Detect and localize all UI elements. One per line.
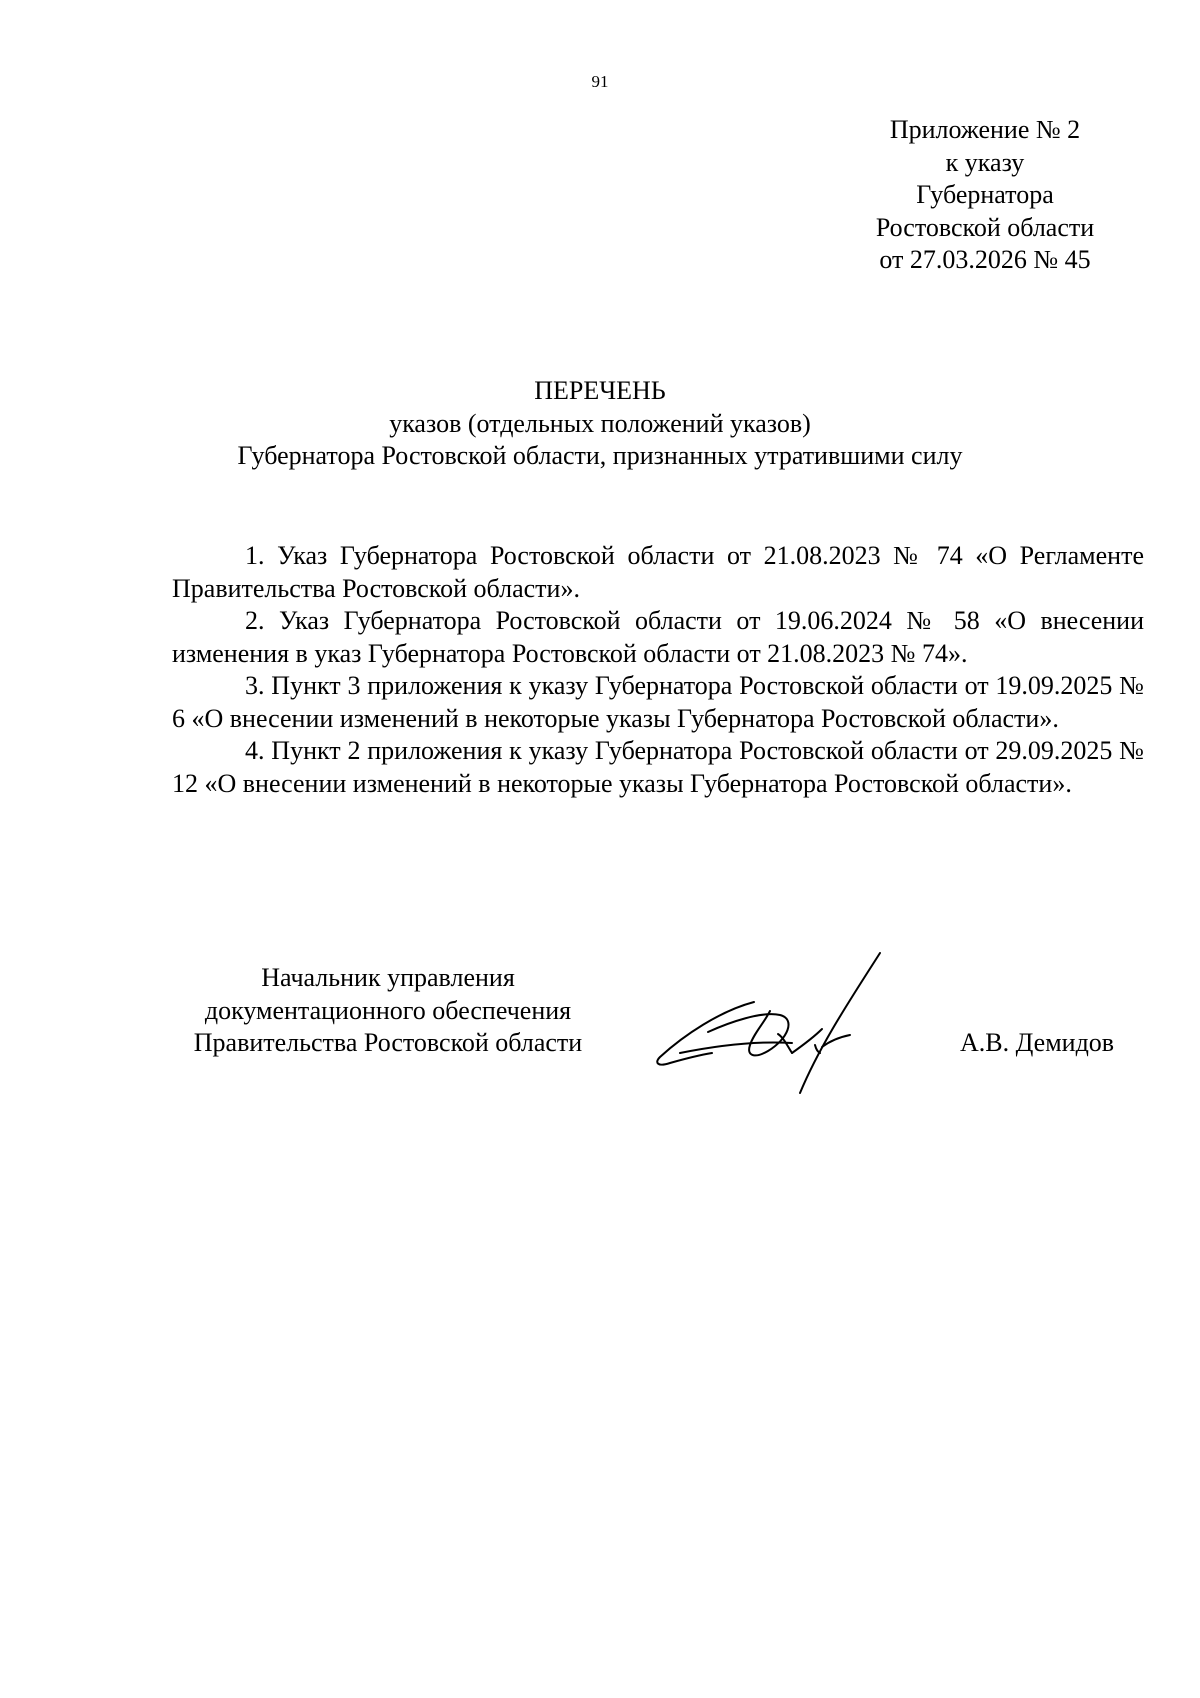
document-subtitle-line2: Губернатора Ростовской области, признанных утратившими силу [237,441,963,470]
list-item: 1. Указ Губернатора Ростовской области от 21.08.2023 № 74 «О Регламенте Правительства Ростовской области». [172,541,1144,603]
signatory-name: А.В. Демидов [960,1028,1115,1057]
document-title: ПЕРЕЧЕНЬ [534,376,666,405]
list-item: 3. Пункт 3 приложения к указу Губернатора Ростовской области от 19.09.2025 № 6 «О внесении изменений в некоторые указы Губернатора Ростовской области». [172,671,1144,733]
document-heading [0,375,1200,473]
appendix-governor: Губернатора [916,180,1054,209]
list-item: 4. Пункт 2 приложения к указу Губернатора Ростовской области от 29.09.2025 № 12 «О внесении изменений в некоторые указы Губернатора Ростовской области». [172,736,1144,798]
signatory-position [168,962,608,1060]
signatory-position-line3: Правительства Ростовской области [193,1028,583,1057]
document-subtitle-line1: указов (отдельных положений указов) [389,408,811,438]
appendix-region: Ростовской области [875,212,1095,242]
handwritten-signature [650,945,950,1110]
appendix-date-number: от 27.03.2026 № 45 [879,245,1091,274]
signatory-position-line1: Начальник управления [261,963,515,992]
signatory-position-line2: документационного обеспечения [204,995,572,1025]
appendix-header [820,114,1150,277]
appendix-to-decree: к указу [945,147,1025,177]
decree-list [172,540,1144,800]
list-item: 2. Указ Губернатора Ростовской области от 19.06.2024 № 58 «О внесении изменения в указ Губернатора Ростовской области от 21.08.2023 № 74». [172,606,1144,668]
appendix-number: Приложение № 2 [889,115,1081,144]
page-number: 91 [591,72,609,91]
